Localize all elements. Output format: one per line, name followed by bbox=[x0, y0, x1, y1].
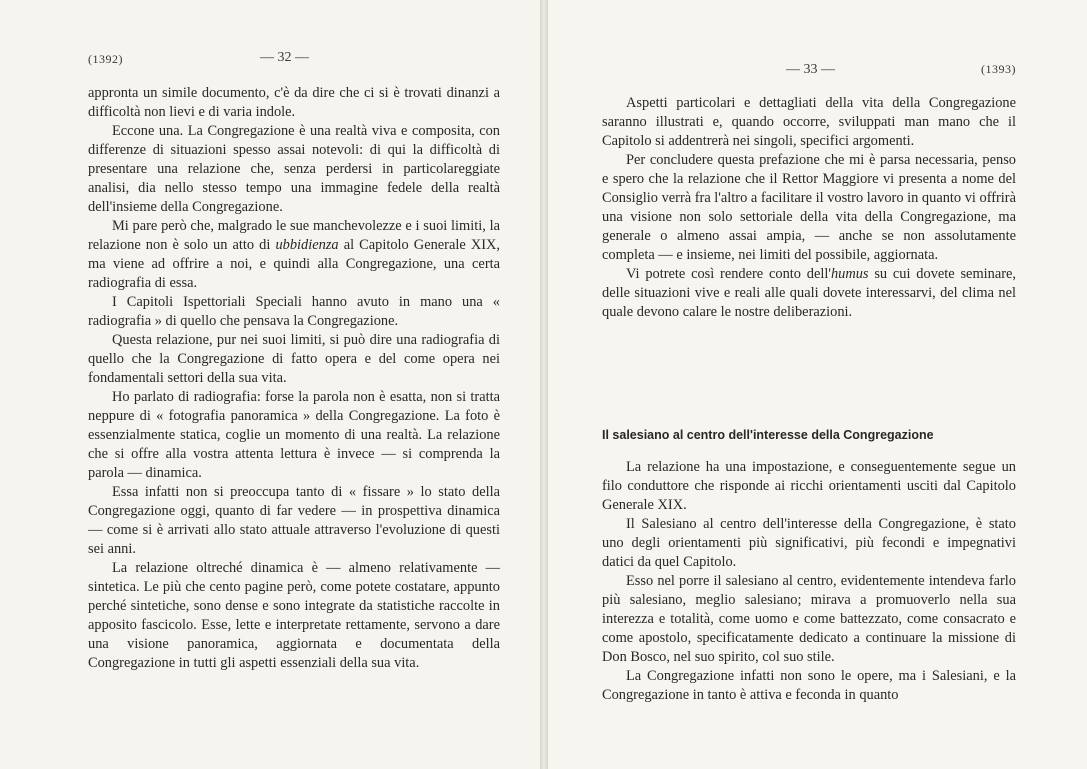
paragraph: La Congregazione infatti non sono le opere, ma i Salesiani, e la Congregazione in tanto è attiva e feconda in quanto bbox=[602, 668, 1016, 703]
emphasis: ubbidienza bbox=[275, 237, 339, 253]
right-header-number: (1393) bbox=[981, 62, 1016, 76]
paragraph: Questa relazione, pur nei suoi limiti, si può dire una radiografia di quello che la Congregazione di fatto opera e del come opera nei fondamentali settori della sua vita. bbox=[88, 332, 500, 386]
paragraph: Aspetti particolari e dettagliati della vita della Congregazione saranno illustrati e, quando occorre, sviluppati man mano che il Capitolo si addentrerà nei singoli, specifici argomenti. bbox=[602, 95, 1016, 149]
paragraph: Vi potrete così rendere conto dell'humus su cui dovete seminare, delle situazioni vive e reali alle quali dovete interessarvi, del clima nel quale devono calare le nostre deliberazioni. bbox=[602, 266, 1016, 320]
paragraph: La relazione oltreché dinamica è — almeno relativamente — sintetica. Le più che cento pagine però, come potete costatare, appunto perché sintetiche, sono dense e sono integrate da statistiche raccolte in apposito fascicolo. Esse, lette e interpretate rettamente, servono a dare una visione panoramica, aggiornata e documentata della Congregazione in tutti gli aspetti essenziali della sua vita. bbox=[88, 560, 500, 671]
paragraph: I Capitoli Ispettoriali Speciali hanno avuto in mano una « radiografia » di quello che pensava la Congregazione. bbox=[88, 294, 500, 329]
book-gutter bbox=[540, 0, 548, 769]
paragraph: appronta un simile documento, c'è da dire che ci si è trovati dinanzi a difficoltà non lievi e di varia indole. bbox=[88, 85, 500, 120]
paragraph: La relazione ha una impostazione, e conseguentemente segue un filo conduttore che risponde ai ricchi orientamenti usciti dal Capitolo Generale XIX. bbox=[602, 459, 1016, 513]
right-page-number: — 33 — bbox=[786, 62, 835, 77]
emphasis: humus bbox=[830, 266, 869, 282]
paragraph: Eccone una. La Congregazione è una realtà viva e composita, con differenze di situazioni spesso assai notevoli: di qui la difficoltà di presentare una relazione che, senza perdersi in particolareggiate analisi, dia nello stesso tempo una immagine fedele della realtà dell'insieme della Congregazione. bbox=[88, 123, 500, 215]
section-heading: Il salesiano al centro dell'interesse della Congregazione bbox=[602, 428, 934, 442]
left-body-text bbox=[88, 84, 500, 673]
paragraph: Ho parlato di radiografia: forse la parola non è esatta, non si tratta neppure di « fotografia panoramica » della Congregazione. La foto è essenzialmente statica, coglie un momento di una realtà. La relazione che si offre alla vostra attenta lettura è invece — si comprenda la parola — dinamica. bbox=[88, 389, 500, 481]
paragraph: Il Salesiano al centro dell'interesse della Congregazione, è stato uno degli orientamenti più significativi, più fecondi e impegnativi datici da quel Capitolo. bbox=[602, 516, 1016, 570]
right-page bbox=[548, 0, 1087, 769]
right-body-text-top bbox=[602, 94, 1016, 322]
left-page-number: — 32 — bbox=[260, 50, 309, 65]
paragraph: Per concludere questa prefazione che mi è parsa necessaria, penso e spero che la relazione che il Rettor Maggiore vi presenta a nome del Consiglio verrà fra l'altro a facilitare il vostro lavoro in quanto vi offrirà una visione non solo settoriale della vita della Congregazione, ma generale o almeno assai ampia, — anche se non assolutamente completa — e insieme, nei limiti del possibile, aggiornata. bbox=[602, 152, 1016, 263]
right-body-text-bottom bbox=[602, 458, 1016, 705]
paragraph: Essa infatti non si preoccupa tanto di « fissare » lo stato della Congregazione oggi, quanto di far vedere — in prospettiva dinamica — come si è arrivati allo stato attuale attraverso l'evoluzione di questi sei anni. bbox=[88, 484, 500, 557]
paragraph: Esso nel porre il salesiano al centro, evidentemente intendeva farlo più salesiano, meglio salesiano; mirava a promuoverlo nella sua interezza e totalità, come uomo e come battezzato, come consacrato e come apostolo, specificatamente dedicato a continuare la missione di Don Bosco, nel suo spirito, col suo stile. bbox=[602, 573, 1016, 665]
left-header-number: (1392) bbox=[88, 52, 123, 66]
left-page bbox=[0, 0, 540, 769]
paragraph: Mi pare però che, malgrado le sue manchevolezze e i suoi limiti, la relazione non è solo un atto di ubbidienza al Capitolo Generale XIX, ma viene ad offrire a noi, e quindi alla Congregazione, una certa radiografia di essa. bbox=[88, 218, 500, 291]
